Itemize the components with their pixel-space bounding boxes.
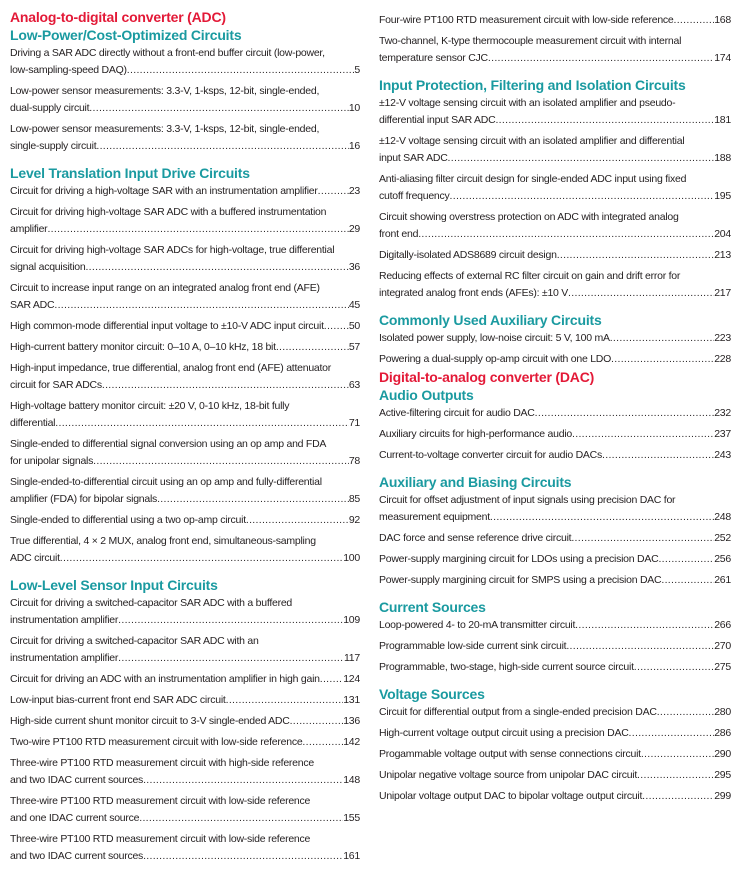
entry-title-line: amplifier	[10, 223, 48, 235]
entry-title-line: Three-wire PT100 RTD measurement circuit with low-side reference	[10, 795, 311, 807]
entry-title-line: SAR ADC	[10, 299, 55, 311]
entry-title-line: Three-wire PT100 RTD measurement circuit with low-side reference	[10, 833, 311, 845]
entry-title-line: Low-input bias-current front end SAR ADC circuit	[10, 694, 226, 706]
page-number: 36	[348, 261, 360, 273]
entry-title-line: signal acquisition	[10, 261, 86, 273]
entry-last-line	[379, 150, 731, 167]
section-heading: Current Sources	[379, 599, 486, 615]
entry-last-line	[379, 659, 731, 676]
toc-entry[interactable]	[379, 405, 731, 422]
dot-leader	[568, 285, 714, 302]
toc-entry[interactable]	[10, 436, 360, 470]
toc-entry[interactable]	[10, 755, 360, 789]
page-number: 168	[714, 14, 731, 26]
entry-title-line: differential input SAR ADC	[379, 114, 496, 126]
entry-last-line	[10, 297, 360, 314]
entry-title-line: Programmable, two-stage, high-side current source circuit	[379, 661, 634, 673]
page-number: 117	[344, 652, 360, 664]
dot-leader	[139, 810, 343, 827]
entry-title-line: input SAR ADC	[379, 152, 448, 164]
page-number: 299	[714, 790, 731, 802]
page-number: 174	[714, 52, 731, 64]
entry-last-line	[379, 725, 731, 742]
page-number: 266	[714, 619, 731, 631]
entry-title-line: Power-supply margining circuit for SMPS using a precision DAC	[379, 574, 662, 586]
page-number: 5	[354, 64, 360, 76]
toc-section	[379, 311, 731, 368]
toc-entry[interactable]	[10, 183, 360, 200]
toc-entry[interactable]	[10, 45, 360, 79]
section-heading: Low-Level Sensor Input Circuits	[10, 577, 218, 593]
toc-entry[interactable]	[379, 33, 731, 67]
page-number: 50	[348, 320, 360, 332]
page-number: 155	[343, 812, 360, 824]
entry-last-line	[10, 734, 360, 751]
entry-last-line	[10, 550, 360, 567]
toc-entry[interactable]	[379, 12, 731, 29]
entry-last-line	[379, 405, 731, 422]
page-number: 100	[343, 552, 360, 564]
toc-right-column	[379, 8, 731, 805]
entry-last-line	[10, 259, 360, 276]
entry-title-line: front end	[379, 228, 419, 240]
dot-leader	[642, 788, 714, 805]
toc-section	[10, 164, 360, 567]
toc-entry[interactable]	[10, 280, 360, 314]
dot-leader	[157, 491, 349, 508]
dot-leader	[488, 50, 714, 67]
entry-title-line: High-side current shunt monitor circuit to 3-V single-ended ADC	[10, 715, 290, 727]
entry-last-line	[10, 713, 360, 730]
entry-title-line: and two IDAC current sources	[10, 774, 144, 786]
toc-entry[interactable]	[10, 474, 360, 508]
toc-entry[interactable]	[10, 83, 360, 117]
entry-title-line: Low-power sensor measurements: 3.3-V, 1-ksps, 12-bit, single-ended,	[10, 85, 320, 97]
page-number: 29	[348, 223, 360, 235]
entry-title-line: cutoff frequency	[379, 190, 450, 202]
toc-section	[379, 12, 731, 67]
entry-last-line	[10, 772, 360, 789]
toc-entry[interactable]	[10, 512, 360, 529]
entry-title-line: instrumentation amplifier	[10, 614, 119, 626]
entry-title-line: Programmable low-side current sink circuit	[379, 640, 567, 652]
section-heading: Audio Outputs	[379, 387, 474, 403]
entry-title-line: Progammable voltage output with sense connections circuit	[379, 748, 641, 760]
entry-title-line: and one IDAC current source	[10, 812, 140, 824]
entry-title-line: Unipolar voltage output DAC to bipolar voltage output circuit	[379, 790, 643, 802]
page-number: 252	[714, 532, 731, 544]
dot-leader	[418, 226, 714, 243]
entry-last-line	[10, 650, 360, 667]
entry-title-line: differential	[10, 417, 56, 429]
page-number: 243	[714, 449, 731, 461]
entry-last-line	[379, 447, 731, 464]
dot-leader	[557, 247, 715, 264]
dot-leader	[637, 767, 714, 784]
entry-last-line	[10, 138, 360, 155]
toc-section	[379, 473, 731, 589]
dot-leader	[566, 638, 714, 655]
entry-title-line: Circuit for driving high-voltage SAR ADCs for high-voltage, true differential	[10, 244, 335, 256]
dot-leader	[302, 734, 343, 751]
entry-title-line: True differential, 4 × 2 MUX, analog front end, simultaneous-sampling	[10, 535, 316, 547]
entry-last-line	[10, 377, 360, 394]
entry-title-line: Two-wire PT100 RTD measurement circuit with low-side reference	[10, 736, 303, 748]
entry-title-line: Two-channel, K-type thermocouple measurement circuit with internal	[379, 35, 682, 47]
page-number: 109	[343, 614, 360, 626]
toc-entry[interactable]	[379, 551, 731, 568]
dot-leader	[246, 512, 349, 529]
toc-section	[10, 8, 360, 155]
toc-entry[interactable]	[379, 617, 731, 634]
entry-last-line	[10, 612, 360, 629]
dot-leader	[60, 550, 343, 567]
page-number: 92	[348, 514, 360, 526]
dot-leader	[495, 112, 714, 129]
entry-last-line	[379, 551, 731, 568]
page-number: 148	[343, 774, 360, 786]
toc-entry[interactable]	[10, 121, 360, 155]
dot-leader	[127, 62, 355, 79]
toc-section	[10, 576, 360, 865]
toc-entry[interactable]	[379, 492, 731, 526]
page-number: 290	[714, 748, 731, 760]
section-heading: Level Translation Input Drive Circuits	[10, 165, 250, 181]
page-number: 228	[714, 353, 731, 365]
page-number: 188	[714, 152, 731, 164]
entry-last-line	[10, 183, 360, 200]
toc-entry[interactable]	[10, 734, 360, 751]
toc-entry[interactable]	[379, 133, 731, 167]
entry-title-line: and two IDAC current sources	[10, 850, 144, 862]
section-heading: Commonly Used Auxiliary Circuits	[379, 312, 602, 328]
dot-leader	[89, 100, 349, 117]
entry-title-line: Powering a dual-supply op-amp circuit with one LDO	[379, 353, 612, 365]
toc-entry[interactable]	[379, 746, 731, 763]
entry-title-line: Driving a SAR ADC directly without a front-end buffer circuit (low-power,	[10, 47, 325, 59]
toc-entry[interactable]	[10, 831, 360, 865]
toc-entry[interactable]	[10, 633, 360, 667]
dot-leader	[658, 551, 714, 568]
entry-last-line	[379, 638, 731, 655]
dot-leader	[54, 297, 348, 314]
toc-entry[interactable]	[379, 572, 731, 589]
entry-title-line: integrated analog front ends (AFEs): ±10 V	[379, 287, 569, 299]
toc-entry[interactable]	[379, 530, 731, 547]
entry-title-line: low-sampling-speed DAQ)	[10, 64, 127, 76]
entry-last-line	[10, 453, 360, 470]
dot-leader	[571, 530, 714, 547]
page-number: 275	[714, 661, 731, 673]
dot-leader	[324, 318, 349, 335]
entry-title-line: Circuit for driving a switched-capacitor SAR ADC with an	[10, 635, 259, 647]
entry-title-line: Single-ended to differential signal conversion using an op amp and FDA	[10, 438, 327, 450]
page-number: 85	[348, 493, 360, 505]
toc-entry[interactable]	[379, 351, 731, 368]
entry-title-line: Current-to-voltage converter circuit for audio DACs	[379, 449, 603, 461]
entry-last-line	[10, 62, 360, 79]
entry-last-line	[379, 12, 731, 29]
entry-title-line: amplifier (FDA) for bipolar signals	[10, 493, 158, 505]
dot-leader	[674, 12, 715, 29]
entry-last-line	[379, 572, 731, 589]
entry-last-line	[379, 788, 731, 805]
entry-title-line: Circuit for driving high-voltage SAR ADC with a buffered instrumentation	[10, 206, 327, 218]
page-number: 23	[348, 185, 360, 197]
entry-last-line	[10, 692, 360, 709]
entry-last-line	[379, 530, 731, 547]
page-number: 213	[714, 249, 731, 261]
dot-leader	[118, 650, 344, 667]
toc-entry[interactable]	[379, 209, 731, 243]
dot-leader	[143, 772, 343, 789]
dot-leader	[629, 725, 715, 742]
chapter-heading: Analog-to-digital converter (ADC)	[10, 9, 226, 25]
entry-title-line: Circuit for driving a high-voltage SAR with an instrumentation amplifier	[10, 185, 318, 197]
entry-title-line: High-current voltage output circuit using a precision DAC	[379, 727, 629, 739]
entry-last-line	[379, 746, 731, 763]
page-number: 131	[343, 694, 360, 706]
entry-last-line	[379, 285, 731, 302]
toc-entry[interactable]	[10, 713, 360, 730]
dot-leader	[143, 848, 343, 865]
entry-last-line	[379, 426, 731, 443]
toc-entry[interactable]	[10, 692, 360, 709]
dot-leader	[96, 138, 348, 155]
dot-leader	[572, 426, 714, 443]
page-number: 45	[348, 299, 360, 311]
entry-title-line: Auxiliary circuits for high-performance audio	[379, 428, 573, 440]
page-number: 256	[714, 553, 731, 565]
toc-entry[interactable]	[10, 360, 360, 394]
entry-title-line: High-input impedance, true differential, analog front end (AFE) attenuator	[10, 362, 332, 374]
entry-title-line: Single-ended-to-differential circuit using an op amp and fully-differential	[10, 476, 322, 488]
entry-title-line: ±12-V voltage sensing circuit with an isolated amplifier and pseudo-	[379, 97, 676, 109]
entry-title-line: circuit for SAR ADCs	[10, 379, 102, 391]
entry-title-line: measurement equipment	[379, 511, 490, 523]
page-number: 161	[343, 850, 360, 862]
entry-title-line: High-voltage battery monitor circuit: ±20 V, 0-10 kHz, 18-bit fully	[10, 400, 290, 412]
chapter-heading: Digital-to-analog converter (DAC)	[379, 369, 595, 385]
entry-last-line	[379, 767, 731, 784]
dot-leader	[611, 351, 714, 368]
section-heading: Input Protection, Filtering and Isolation Circuits	[379, 77, 686, 93]
page-number: 63	[348, 379, 360, 391]
entry-title-line: Circuit for offset adjustment of input signals using precision DAC for	[379, 494, 676, 506]
entry-last-line	[379, 247, 731, 264]
page-number: 71	[348, 417, 360, 429]
entry-last-line	[10, 491, 360, 508]
entry-title-line: Circuit for driving a switched-capacitor SAR ADC with a buffered	[10, 597, 293, 609]
entry-title-line: dual-supply circuit	[10, 102, 90, 114]
entry-title-line: High-current battery monitor circuit: 0–10 A, 0–10 kHz, 18 bit	[10, 341, 276, 353]
toc-entry[interactable]	[10, 398, 360, 432]
entry-title-line: Reducing effects of external RC filter circuit on gain and drift error for	[379, 270, 681, 282]
entry-last-line	[10, 671, 360, 688]
entry-title-line: Single-ended to differential using a two op-amp circuit	[10, 514, 246, 526]
entry-title-line: Digitally-isolated ADS8689 circuit design	[379, 249, 557, 261]
page-number: 204	[714, 228, 731, 240]
dot-leader	[290, 713, 344, 730]
entry-last-line	[10, 810, 360, 827]
toc-entry[interactable]	[10, 671, 360, 688]
toc-entry[interactable]	[379, 725, 731, 742]
entry-title-line: Active-filtering circuit for audio DAC	[379, 407, 535, 419]
entry-title-line: High common-mode differential input voltage to ±10-V ADC input circuit	[10, 320, 324, 332]
section-heading: Auxiliary and Biasing Circuits	[379, 474, 572, 490]
entry-title-line: Four-wire PT100 RTD measurement circuit with low-side reference	[379, 14, 674, 26]
dot-leader	[320, 671, 343, 688]
page-number: 270	[714, 640, 731, 652]
toc-entry[interactable]	[10, 533, 360, 567]
entry-title-line: Unipolar negative voltage source from unipolar DAC circuit	[379, 769, 638, 781]
dot-leader	[318, 183, 349, 200]
toc-section	[379, 368, 731, 464]
toc-entry[interactable]	[379, 704, 731, 721]
dot-leader	[55, 415, 349, 432]
entry-last-line	[379, 351, 731, 368]
page-number: 223	[714, 332, 731, 344]
page-number: 248	[714, 511, 731, 523]
toc-section	[379, 76, 731, 302]
toc-entry[interactable]	[10, 204, 360, 238]
entry-last-line	[379, 226, 731, 243]
dot-leader	[102, 377, 349, 394]
entry-title-line: Low-power sensor measurements: 3.3-V, 1-ksps, 12-bit, single-ended,	[10, 123, 320, 135]
entry-title-line: Power-supply margining circuit for LDOs using a precision DAC	[379, 553, 659, 565]
entry-last-line	[379, 330, 731, 347]
dot-leader	[657, 704, 715, 721]
toc-left-column	[10, 8, 360, 865]
entry-title-line: Loop-powered 4- to 20-mA transmitter circuit	[379, 619, 576, 631]
entry-last-line	[10, 415, 360, 432]
dot-leader	[93, 453, 349, 470]
entry-title-line: DAC force and sense reference drive circuit	[379, 532, 572, 544]
entry-last-line	[379, 50, 731, 67]
entry-title-line: single-supply circuit	[10, 140, 97, 152]
entry-title-line: Three-wire PT100 RTD measurement circuit with high-side reference	[10, 757, 314, 769]
page-number: 195	[714, 190, 731, 202]
toc-entry[interactable]	[10, 318, 360, 335]
entry-last-line	[379, 704, 731, 721]
entry-last-line	[379, 188, 731, 205]
dot-leader	[602, 447, 714, 464]
entry-last-line	[379, 509, 731, 526]
entry-title-line: Isolated power supply, low-noise circuit: 5 V, 100 mA	[379, 332, 610, 344]
toc-entry[interactable]	[379, 95, 731, 129]
toc-entry[interactable]	[10, 339, 360, 356]
toc-entry[interactable]	[10, 242, 360, 276]
dot-leader	[490, 509, 714, 526]
dot-leader	[85, 259, 348, 276]
entry-title-line: Circuit for differential output from a single-ended precision DAC	[379, 706, 657, 718]
page-number: 57	[348, 341, 360, 353]
entry-title-line: Circuit for driving an ADC with an instrumentation amplifier in high gain	[10, 673, 320, 685]
entry-title-line: ±12-V voltage sensing circuit with an isolated amplifier and differential	[379, 135, 685, 147]
page-number: 232	[714, 407, 731, 419]
page-number: 286	[714, 727, 731, 739]
section-heading: Voltage Sources	[379, 686, 485, 702]
dot-leader	[575, 617, 714, 634]
toc-entry[interactable]	[379, 638, 731, 655]
dot-leader	[610, 330, 715, 347]
toc-entry[interactable]	[379, 659, 731, 676]
toc-entry[interactable]	[379, 171, 731, 205]
page-number: 16	[348, 140, 360, 152]
dot-leader	[450, 188, 715, 205]
page-number: 124	[343, 673, 360, 685]
dot-leader	[226, 692, 344, 709]
page-number: 181	[714, 114, 731, 126]
page-number: 78	[348, 455, 360, 467]
entry-title-line: Anti-aliasing filter circuit design for single-ended ADC input using fixed	[379, 173, 687, 185]
toc-entry[interactable]	[379, 426, 731, 443]
entry-title-line: Circuit showing overstress protection on ADC with integrated analog	[379, 211, 679, 223]
toc-entry[interactable]	[379, 767, 731, 784]
entry-title-line: ADC circuit	[10, 552, 60, 564]
page-number: 280	[714, 706, 731, 718]
toc-entry[interactable]	[379, 330, 731, 347]
entry-last-line	[10, 512, 360, 529]
dot-leader	[47, 221, 348, 238]
dot-leader	[276, 339, 349, 356]
entry-last-line	[379, 617, 731, 634]
entry-title-line: temperature sensor CJC	[379, 52, 488, 64]
toc-entry[interactable]	[379, 247, 731, 264]
toc-entry[interactable]	[10, 595, 360, 629]
toc-entry[interactable]	[379, 447, 731, 464]
page-number: 261	[714, 574, 731, 586]
entry-last-line	[10, 100, 360, 117]
page-number: 295	[714, 769, 731, 781]
dot-leader	[448, 150, 715, 167]
page-number: 136	[343, 715, 360, 727]
toc-section	[379, 685, 731, 805]
entry-last-line	[10, 848, 360, 865]
section-heading: Low-Power/Cost-Optimized Circuits	[10, 27, 242, 43]
entry-last-line	[10, 339, 360, 356]
toc-section	[379, 598, 731, 676]
dot-leader	[118, 612, 343, 629]
toc-entry[interactable]	[379, 268, 731, 302]
page-number: 237	[714, 428, 731, 440]
toc-entry[interactable]	[10, 793, 360, 827]
entry-last-line	[379, 112, 731, 129]
dot-leader	[661, 572, 714, 589]
dot-leader	[634, 659, 714, 676]
entry-last-line	[10, 221, 360, 238]
dot-leader	[535, 405, 715, 422]
entry-title-line: for unipolar signals	[10, 455, 94, 467]
page-number: 217	[714, 287, 731, 299]
dot-leader	[641, 746, 714, 763]
toc-entry[interactable]	[379, 788, 731, 805]
entry-title-line: Circuit to increase input range on an integrated analog front end (AFE)	[10, 282, 320, 294]
entry-last-line	[10, 318, 360, 335]
entry-title-line: instrumentation amplifier	[10, 652, 119, 664]
page-number: 10	[348, 102, 360, 114]
page-number: 142	[343, 736, 360, 748]
